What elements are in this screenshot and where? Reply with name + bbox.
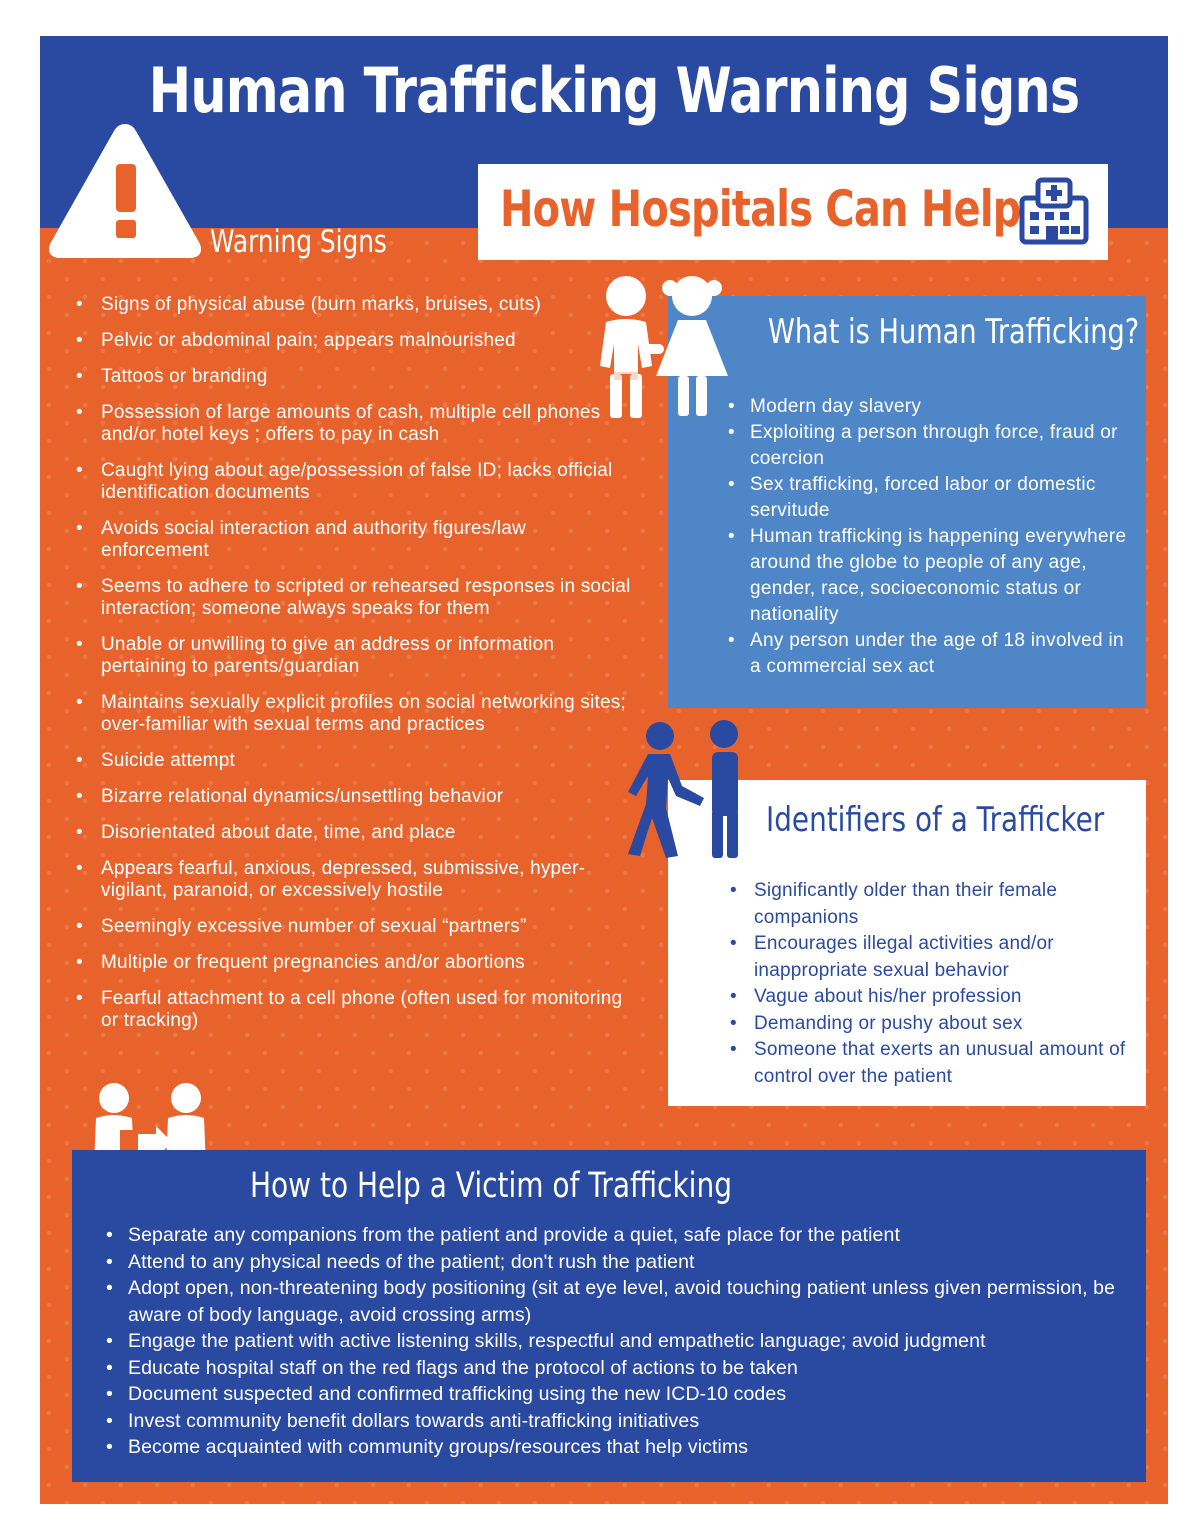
list-item: • Avoids social interaction and authority figures/law enforcement [76, 518, 636, 562]
list-item: • Appears fearful, anxious, depressed, submissive, hyper-vigilant, paranoid, or excessively hostile [76, 858, 636, 902]
hospitals-banner [478, 164, 1108, 260]
list-item: • Multiple or frequent pregnancies and/or abortions [76, 952, 636, 974]
how-to-help-title: How to Help a Victim of Trafficking [250, 1166, 732, 1206]
list-item: • Human trafficking is happening everywhere around the globe to people of any age, gender, race, socioeconomic status or nationality [728, 524, 1138, 628]
list-item: • Exploiting a person through force, fraud or coercion [728, 420, 1138, 472]
poster [40, 36, 1168, 1504]
list-item: • Caught lying about age/possession of false ID; lacks official identification documents [76, 460, 636, 504]
list-item: • Suicide attempt [76, 750, 636, 772]
list-item: • Disorientated about date, time, and place [76, 822, 636, 844]
page-title: Human Trafficking Warning Signs [148, 54, 1080, 127]
what-is-trafficking-title: What is Human Trafficking? [768, 312, 1140, 352]
list-item: • Bizarre relational dynamics/unsettling behavior [76, 786, 636, 808]
list-item: • Encourages illegal activities and/or inappropriate sexual behavior [730, 931, 1140, 984]
list-item: • Become acquainted with community groups/resources that help victims [106, 1434, 1136, 1461]
list-item: • Signs of physical abuse (burn marks, bruises, cuts) [76, 294, 636, 316]
list-item: • Someone that exerts an unusual amount of control over the patient [730, 1037, 1140, 1090]
list-item: • Maintains sexually explicit profiles on social networking sites; over-familiar with sexual terms and practices [76, 692, 636, 736]
trafficker-icon [608, 720, 748, 860]
list-item: • Adopt open, non-threatening body positioning (sit at eye level, avoid touching patient unless given permission, be aware of body language, avoid crossing arms) [106, 1275, 1136, 1328]
trafficker-identifiers-list [730, 878, 1140, 1090]
warning-triangle-icon [46, 120, 204, 262]
warning-signs-list [76, 294, 636, 1046]
list-item: • Invest community benefit dollars towards anti-trafficking initiatives [106, 1408, 1136, 1435]
how-to-help-list [106, 1222, 1136, 1461]
list-item: • Possession of large amounts of cash, multiple cell phones and/or hotel keys ; offers to pay in cash [76, 402, 636, 446]
list-item: • Document suspected and confirmed trafficking using the new ICD-10 codes [106, 1381, 1136, 1408]
list-item: • Seemingly excessive number of sexual “partners” [76, 916, 636, 938]
list-item: • Any person under the age of 18 involved in a commercial sex act [728, 628, 1138, 680]
what-is-trafficking-list [728, 394, 1138, 680]
what-is-trafficking-box [668, 296, 1146, 708]
hospital-icon [1018, 176, 1090, 246]
warning-signs-heading: Warning Signs [210, 224, 387, 260]
children-icon [586, 274, 738, 422]
list-item: • Educate hospital staff on the red flags and the protocol of actions to be taken [106, 1355, 1136, 1382]
hospitals-banner-title: How Hospitals Can Help [500, 180, 1021, 238]
list-item: • Tattoos or branding [76, 366, 636, 388]
list-item: • Attend to any physical needs of the patient; don't rush the patient [106, 1249, 1136, 1276]
how-to-help-box [72, 1150, 1146, 1482]
list-item: • Sex trafficking, forced labor or domestic servitude [728, 472, 1138, 524]
list-item: • Demanding or pushy about sex [730, 1011, 1140, 1038]
list-item: • Significantly older than their female companions [730, 878, 1140, 931]
list-item: • Modern day slavery [728, 394, 1138, 420]
list-item: • Engage the patient with active listening skills, respectful and empathetic language; avoid judgment [106, 1328, 1136, 1355]
list-item: • Seems to adhere to scripted or rehearsed responses in social interaction; someone always speaks for them [76, 576, 636, 620]
list-item: • Vague about his/her profession [730, 984, 1140, 1011]
trafficker-identifiers-title: Identifiers of a Trafficker [766, 800, 1105, 840]
list-item: • Pelvic or abdominal pain; appears malnourished [76, 330, 636, 352]
list-item: • Unable or unwilling to give an address or information pertaining to parents/guardian [76, 634, 636, 678]
list-item: • Fearful attachment to a cell phone (often used for monitoring or tracking) [76, 988, 636, 1032]
list-item: • Separate any companions from the patient and provide a quiet, safe place for the patient [106, 1222, 1136, 1249]
